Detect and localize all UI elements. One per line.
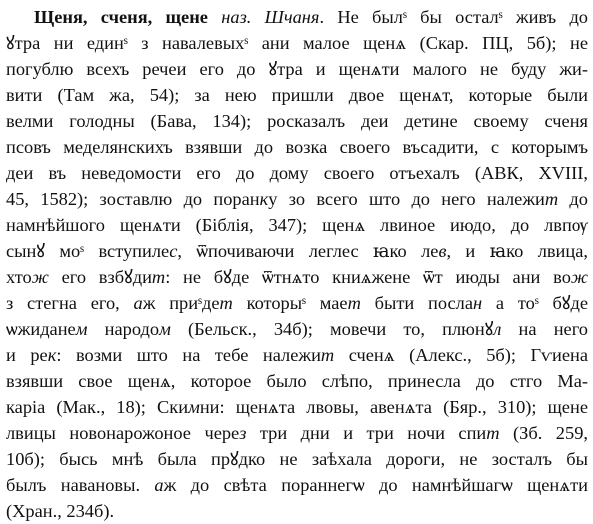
italic-text: с	[169, 241, 178, 261]
italic-text: к	[47, 345, 57, 365]
italic-text: м	[188, 397, 200, 417]
entry-line	[6, 368, 588, 394]
entry-text: , ѿпочиваючи леглес ꙗко ле	[177, 241, 439, 261]
entry-text: вити (Там жа, 54); за нею пришли двое щенѧт, которые были	[6, 85, 588, 105]
entry-text: . Не былˢ бы осталˢ живъ до	[319, 7, 588, 27]
italic-text: в	[438, 241, 447, 261]
entry-text: велми голодны (Бава, 134); росказалъ деи детине своему сченя	[6, 111, 588, 131]
entry-text: намнѣйшого щенѧти (Біблія, 347); щенѧ лвиное июдо, до лвпѹ	[6, 215, 588, 235]
entry-text: , и ꙗко лвица,	[446, 241, 588, 261]
entry-line	[6, 134, 588, 160]
entry-line	[6, 264, 588, 290]
entry-line	[6, 4, 588, 30]
italic-text: м	[75, 319, 88, 339]
entry-text: три дни и три ночи спи	[246, 423, 487, 443]
italic-text: м	[159, 319, 171, 339]
italic-text: ж	[570, 267, 588, 287]
entry-line	[6, 212, 588, 238]
entry-text: 10б); бысь мнѣ была прꙋдко не заѣхала дороги, не зосталъ бы	[6, 449, 588, 469]
dictionary-entry	[6, 4, 588, 524]
italic-text: н	[473, 293, 483, 313]
entry-text: и ре	[6, 345, 48, 365]
italic-text: т	[320, 345, 335, 365]
entry-text: народо	[87, 319, 160, 339]
entry-text: хто	[6, 267, 32, 287]
entry-text: : возми што на тебе належи	[56, 345, 321, 365]
entry-line	[6, 394, 588, 420]
entry-text: сынꙋ моˢ вступиле	[6, 241, 170, 261]
italic-text: т	[219, 293, 233, 313]
italic-text: з	[239, 423, 247, 443]
entry-line	[6, 316, 588, 342]
entry-text: (Бельск., 34б); мовечи то, плюнꙋ	[170, 319, 494, 339]
headword: Щеня, сченя, щене	[34, 7, 208, 27]
entry-text: каріа (Мак., 18); Ски	[6, 397, 189, 417]
entry-text: которыˢ мае	[232, 293, 348, 313]
entry-line	[6, 290, 588, 316]
italic-text: наз. Шчаня	[221, 7, 320, 27]
entry-line	[6, 160, 588, 186]
italic-text: ж	[31, 267, 49, 287]
entry-text: псовъ меделянскихъ взявши до возка своего въсадити, с которымъ	[6, 137, 588, 157]
italic-text: т	[544, 189, 559, 209]
italic-text: т	[347, 293, 361, 313]
entry-text: а тоˢ бꙋде	[482, 293, 588, 313]
entry-line	[6, 446, 588, 472]
italic-text: т	[151, 267, 166, 287]
entry-text: (Зб. 259,	[499, 423, 588, 443]
entry-line	[6, 238, 588, 264]
entry-line	[6, 108, 588, 134]
entry-text: ни: щенѧта лвовы, авенѧта (Бяр., 310); щене	[199, 397, 588, 417]
entry-text: погублю всехъ речеи его до ꙋтра и щенѧти малого не буду жи-	[6, 59, 588, 79]
italic-text: т	[486, 423, 500, 443]
entry-line	[6, 342, 588, 368]
entry-text: сченѧ (Алекс., 5б); Гѵиена	[334, 345, 588, 365]
italic-text: а	[133, 293, 143, 313]
entry-text: : не бꙋде ѿтнѧто книѧжене ѿт июды ани во	[165, 267, 571, 287]
entry-text: 45, 1582); зоставлю до поран	[6, 189, 260, 209]
entry-text: ѡжидане	[6, 319, 76, 339]
entry-text: у зо всего што до него належи	[268, 189, 545, 209]
entry-text	[208, 7, 221, 27]
entry-text: ж приˢде	[142, 293, 220, 313]
entry-text: до	[558, 189, 588, 209]
entry-text: на него	[501, 319, 588, 339]
entry-line	[6, 498, 588, 524]
entry-line	[6, 472, 588, 498]
entry-text: быти посла	[360, 293, 473, 313]
entry-text: былъ навановы.	[6, 475, 155, 495]
entry-text: лвицы новонарожоное чере	[6, 423, 240, 443]
entry-line	[6, 82, 588, 108]
italic-text: а	[154, 475, 164, 495]
entry-text: (Хран., 234б).	[6, 501, 115, 521]
entry-line	[6, 186, 588, 212]
entry-text: деи въ неведомости его до дому своего отъехалъ (АВК, XVIII,	[6, 163, 588, 183]
entry-text: его взбꙋди	[48, 267, 152, 287]
italic-text: л	[493, 319, 502, 339]
entry-line	[6, 420, 588, 446]
entry-line	[6, 30, 588, 56]
entry-text: взявши свое щенѧ, которое было слѣпо, принесла до стго Ма-	[6, 371, 588, 391]
italic-text: к	[259, 189, 269, 209]
entry-text: ж до свѣта пораннегѡ до намнѣйшагѡ щенѧти	[163, 475, 588, 495]
entry-text: ꙋтра ни единˢ з навалевыхˢ ани малое щенѧ (Скар. ПЦ, 5б); не	[6, 33, 588, 53]
entry-text: з стегна его,	[6, 293, 134, 313]
entry-line	[6, 56, 588, 82]
